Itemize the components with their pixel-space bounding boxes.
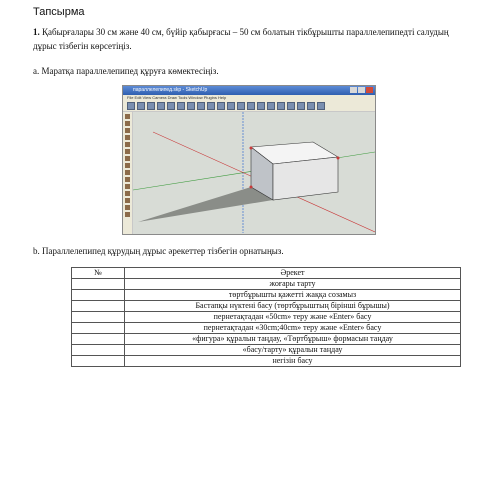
tool-icon [125, 149, 130, 154]
app-menubar: File Edit View Camera Draw Tools Window Plugins Help [123, 95, 375, 101]
close-icon [366, 87, 373, 93]
tool-icon [287, 102, 295, 110]
app-titlebar [123, 86, 375, 95]
tool-icon [125, 142, 130, 147]
tool-icon [125, 191, 130, 196]
vertex-marker [337, 157, 340, 160]
tool-icon [227, 102, 235, 110]
app-toolbar [123, 101, 375, 112]
table-row [72, 279, 461, 290]
tool-icon [297, 102, 305, 110]
tool-icon [277, 102, 285, 110]
task-statement [33, 25, 463, 53]
table-row [72, 312, 461, 323]
tool-icon [207, 102, 215, 110]
tool-icon [127, 102, 135, 110]
task-text: Қабырғалары 30 см және 40 см, бүйір қабырғасы – 50 см болатын тікбұрышты параллелепипедті салудың дұрыс тізбегін көрсетіңіз. [33, 27, 449, 51]
tool-icon [125, 135, 130, 140]
tool-icon [257, 102, 265, 110]
tool-icon [177, 102, 185, 110]
left-toolbar [123, 112, 133, 234]
table-row [72, 356, 461, 367]
box-model-drawing [133, 112, 375, 233]
box-shadow [138, 187, 273, 222]
vertex-marker [250, 147, 253, 150]
tool-icon [187, 102, 195, 110]
window-controls [350, 87, 373, 93]
table-row [72, 345, 461, 356]
minimize-icon [350, 87, 357, 93]
step-number-cell[interactable] [72, 356, 125, 367]
tool-icon [125, 170, 130, 175]
step-number-cell[interactable] [72, 312, 125, 323]
tool-icon [125, 114, 130, 119]
tool-icon [167, 102, 175, 110]
step-action-cell: «фигура» құралын таңдау, «Төртбұрыш» формасын таңдау [125, 334, 461, 345]
header-number: № [72, 268, 125, 279]
app-title: параллелепипед.skp - SketchUp [133, 87, 208, 93]
tool-icon [137, 102, 145, 110]
step-action-cell: жоғары тарту [125, 279, 461, 290]
tool-icon [125, 198, 130, 203]
maximize-icon [358, 87, 365, 93]
page-heading: Тапсырма [33, 6, 85, 18]
tool-icon [237, 102, 245, 110]
tool-icon [125, 156, 130, 161]
3d-viewport [133, 112, 375, 234]
tool-icon [125, 184, 130, 189]
table-row [72, 301, 461, 312]
part-b-label: b. Параллелепипед құрудың дұрыс әрекеттер тізбегін орнатыңыз. [33, 246, 284, 256]
tool-icon [125, 163, 130, 168]
sketchup-screenshot [122, 85, 376, 235]
step-number-cell[interactable] [72, 334, 125, 345]
tool-icon [267, 102, 275, 110]
tool-icon [125, 205, 130, 210]
step-number-cell[interactable] [72, 290, 125, 301]
step-action-cell: «басу/тарту» құралын таңдау [125, 345, 461, 356]
step-number-cell[interactable] [72, 323, 125, 334]
step-action-cell: негізін басу [125, 356, 461, 367]
step-action-cell: пернетақтадан «50cm» теру және «Enter» басу [125, 312, 461, 323]
table-row [72, 323, 461, 334]
tool-icon [147, 102, 155, 110]
tool-icon [197, 102, 205, 110]
step-action-cell: төртбұрышты қажетті жаққа созамыз [125, 290, 461, 301]
tool-icon [125, 177, 130, 182]
table-row [72, 290, 461, 301]
step-number-cell[interactable] [72, 279, 125, 290]
step-action-cell: Бастапқы нүктені басу (төртбұрыштың бірінші бұрышы) [125, 301, 461, 312]
tool-icon [317, 102, 325, 110]
step-action-cell: пернетақтадан «30cm;40cm» теру және «Enter» басу [125, 323, 461, 334]
table-row [72, 334, 461, 345]
tool-icon [125, 212, 130, 217]
vertex-marker [250, 186, 253, 189]
box-front-face [273, 157, 338, 200]
tool-icon [157, 102, 165, 110]
tool-icon [125, 128, 130, 133]
step-number-cell[interactable] [72, 301, 125, 312]
tool-icon [247, 102, 255, 110]
tool-icon [125, 121, 130, 126]
steps-table [71, 267, 461, 367]
tool-icon [217, 102, 225, 110]
task-number: 1. [33, 27, 40, 37]
step-number-cell[interactable] [72, 345, 125, 356]
part-a-label: a. Маратқа параллелепипед құруға көмектесіңіз. [33, 66, 219, 76]
header-action: Әрекет [125, 268, 461, 279]
table-header-row [72, 268, 461, 279]
tool-icon [307, 102, 315, 110]
